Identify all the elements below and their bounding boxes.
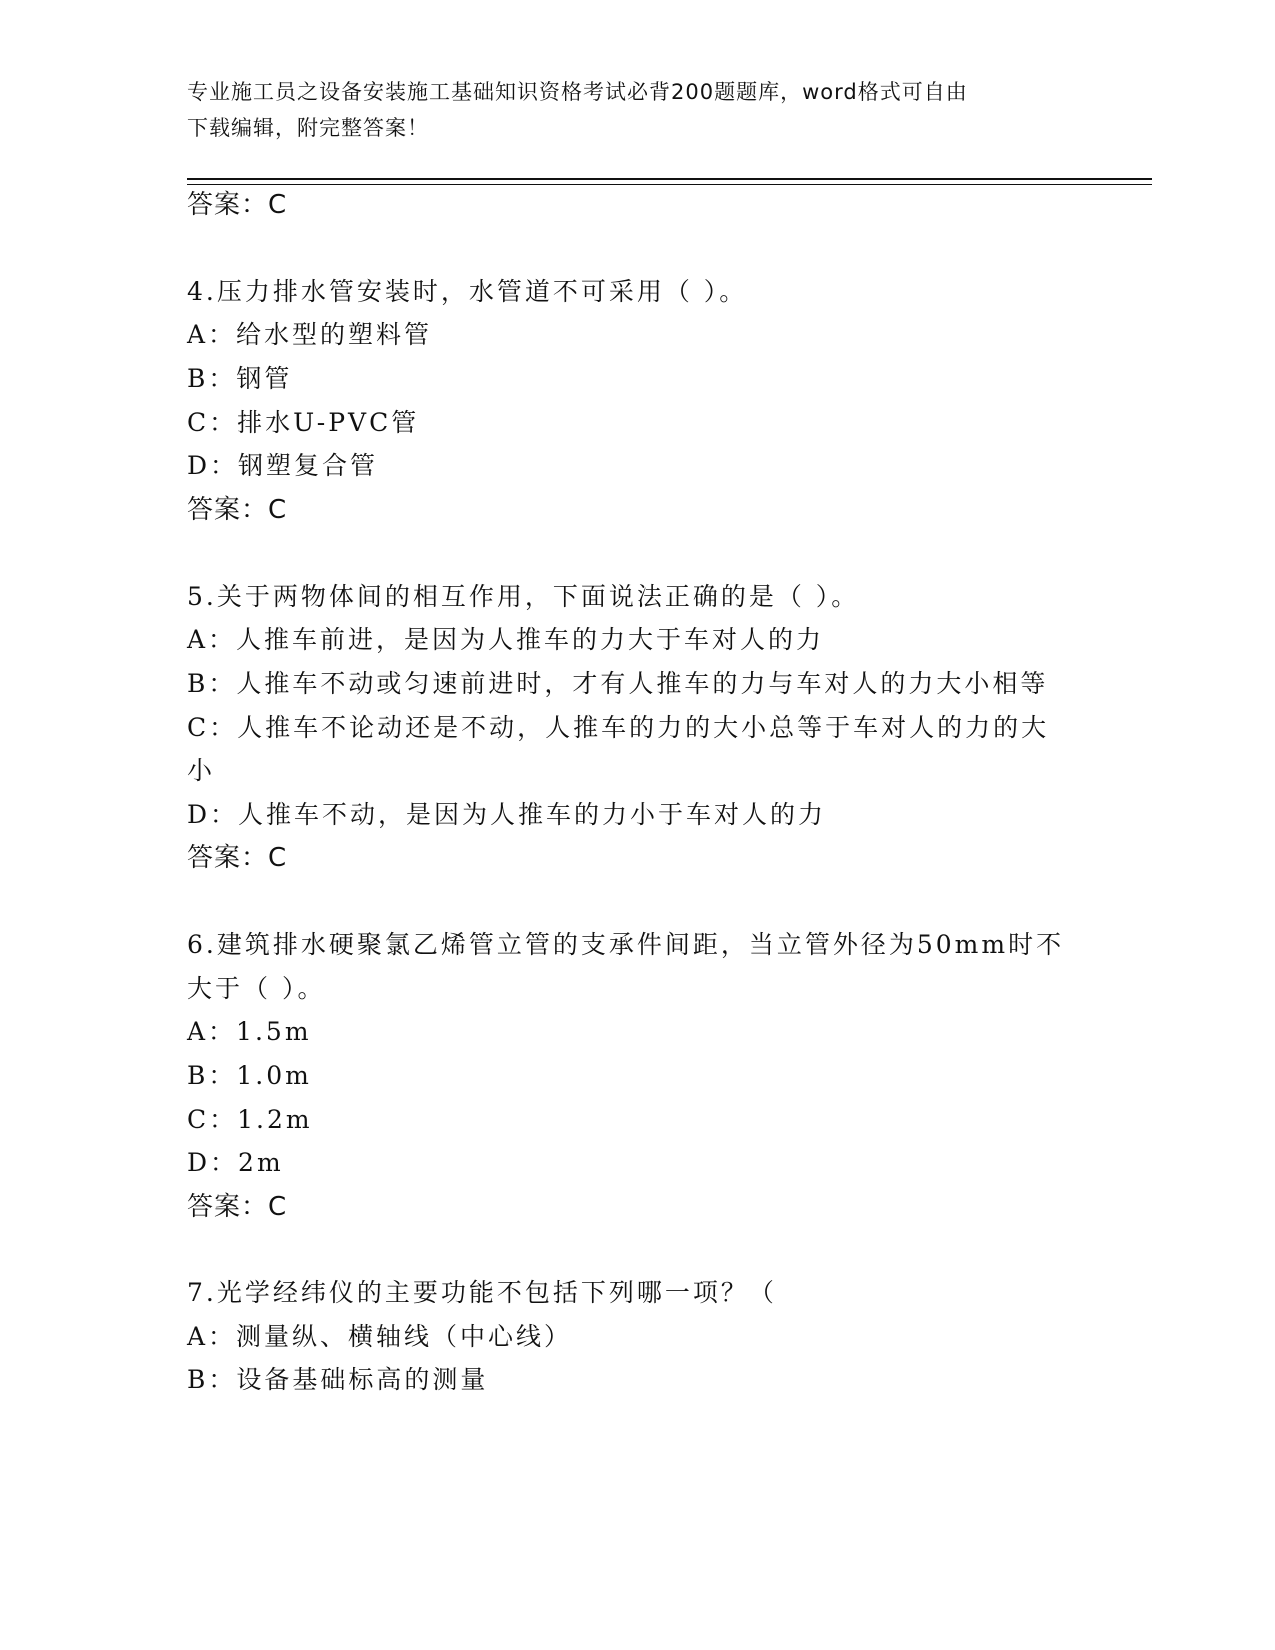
header-line-1: 专业施工员之设备安装施工基础知识资格考试必背200题题库，word格式可自由 — [187, 80, 968, 104]
question-7-option-a: A：测量纵、横轴线（中心线） — [187, 1322, 573, 1351]
question-5-stem: 5.关于两物体间的相互作用，下面说法正确的是（ ）。 — [187, 582, 860, 611]
question-4-option-c: C：排水U-PVC管 — [187, 408, 420, 437]
header-rule-thick — [187, 178, 1152, 180]
question-6-answer: 答案：C — [187, 1192, 288, 1222]
question-6-option-d: D：2m — [187, 1148, 284, 1177]
header-line-2: 下载编辑，附完整答案！ — [187, 116, 429, 140]
page-header — [187, 74, 1087, 146]
question-6-stem-continued: 大于（ ）。 — [187, 974, 326, 1003]
question-5-option-c: C：人推车不论动还是不动，人推车的力的大小总等于车对人的力的大 — [187, 713, 1050, 742]
question-5-option-d: D：人推车不动，是因为人推车的力小于车对人的力 — [187, 800, 827, 829]
question-5-option-a: A：人推车前进，是因为人推车的力大于车对人的力 — [187, 625, 825, 654]
question-4-stem: 4.压力排水管安装时，水管道不可采用（ ）。 — [187, 277, 748, 306]
question-6-option-a: A：1.5m — [187, 1017, 312, 1046]
question-5-option-b: B：人推车不动或匀速前进时，才有人推车的力与车对人的力大小相等 — [187, 669, 1049, 698]
header-rule-thin — [187, 184, 1152, 185]
previous-answer: 答案：C — [187, 190, 288, 220]
question-5-answer: 答案：C — [187, 843, 288, 873]
question-4-option-d: D：钢塑复合管 — [187, 451, 379, 480]
question-6-option-b: B：1.0m — [187, 1061, 312, 1090]
question-6-stem: 6.建筑排水硬聚氯乙烯管立管的支承件间距，当立管外径为50mm时不 — [187, 930, 1065, 959]
question-4-option-b: B：钢管 — [187, 364, 293, 393]
question-7-option-b: B：设备基础标高的测量 — [187, 1365, 489, 1394]
question-4-option-a: A：给水型的塑料管 — [187, 320, 433, 349]
question-4-answer: 答案：C — [187, 495, 288, 525]
question-7-stem: 7.光学经纬仪的主要功能不包括下列哪一项？（ — [187, 1278, 777, 1307]
question-5-option-c-continued: 小 — [187, 756, 216, 785]
question-6-option-c: C：1.2m — [187, 1105, 313, 1134]
